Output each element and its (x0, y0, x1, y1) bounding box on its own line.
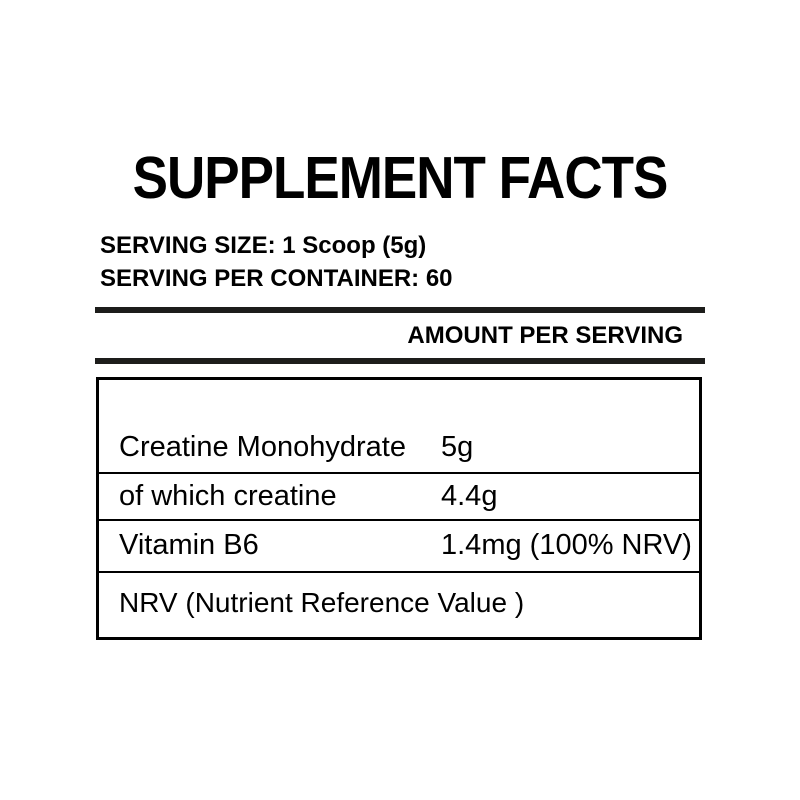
supplement-facts-label (95, 0, 705, 800)
table-row-of-which-creatine (99, 474, 699, 521)
table-row-creatine-monohydrate (99, 380, 699, 474)
nrv-footnote: NRV (Nutrient Reference Value ) (119, 587, 525, 618)
supplement-facts-title: SUPPLEMENT FACTS (132, 145, 668, 212)
nutrient-amount: 5g (441, 431, 474, 464)
divider-bar-bottom (95, 358, 705, 364)
nutrient-name: of which creatine (119, 479, 337, 512)
amount-per-serving-header: AMOUNT PER SERVING (407, 322, 683, 349)
serving-size-line: SERVING SIZE: 1 Scoop (5g) (100, 232, 427, 259)
nutrition-table (96, 377, 702, 640)
nutrient-name: Vitamin B6 (119, 529, 259, 562)
nutrient-amount: 4.4g (441, 479, 498, 512)
divider-bar-top (95, 307, 705, 313)
servings-per-container-line: SERVING PER CONTAINER: 60 (100, 265, 453, 292)
nutrient-amount: 1.4mg (100% NRV) (441, 529, 692, 562)
table-row-vitamin-b6 (99, 521, 699, 573)
nutrient-name: Creatine Monohydrate (119, 431, 406, 464)
